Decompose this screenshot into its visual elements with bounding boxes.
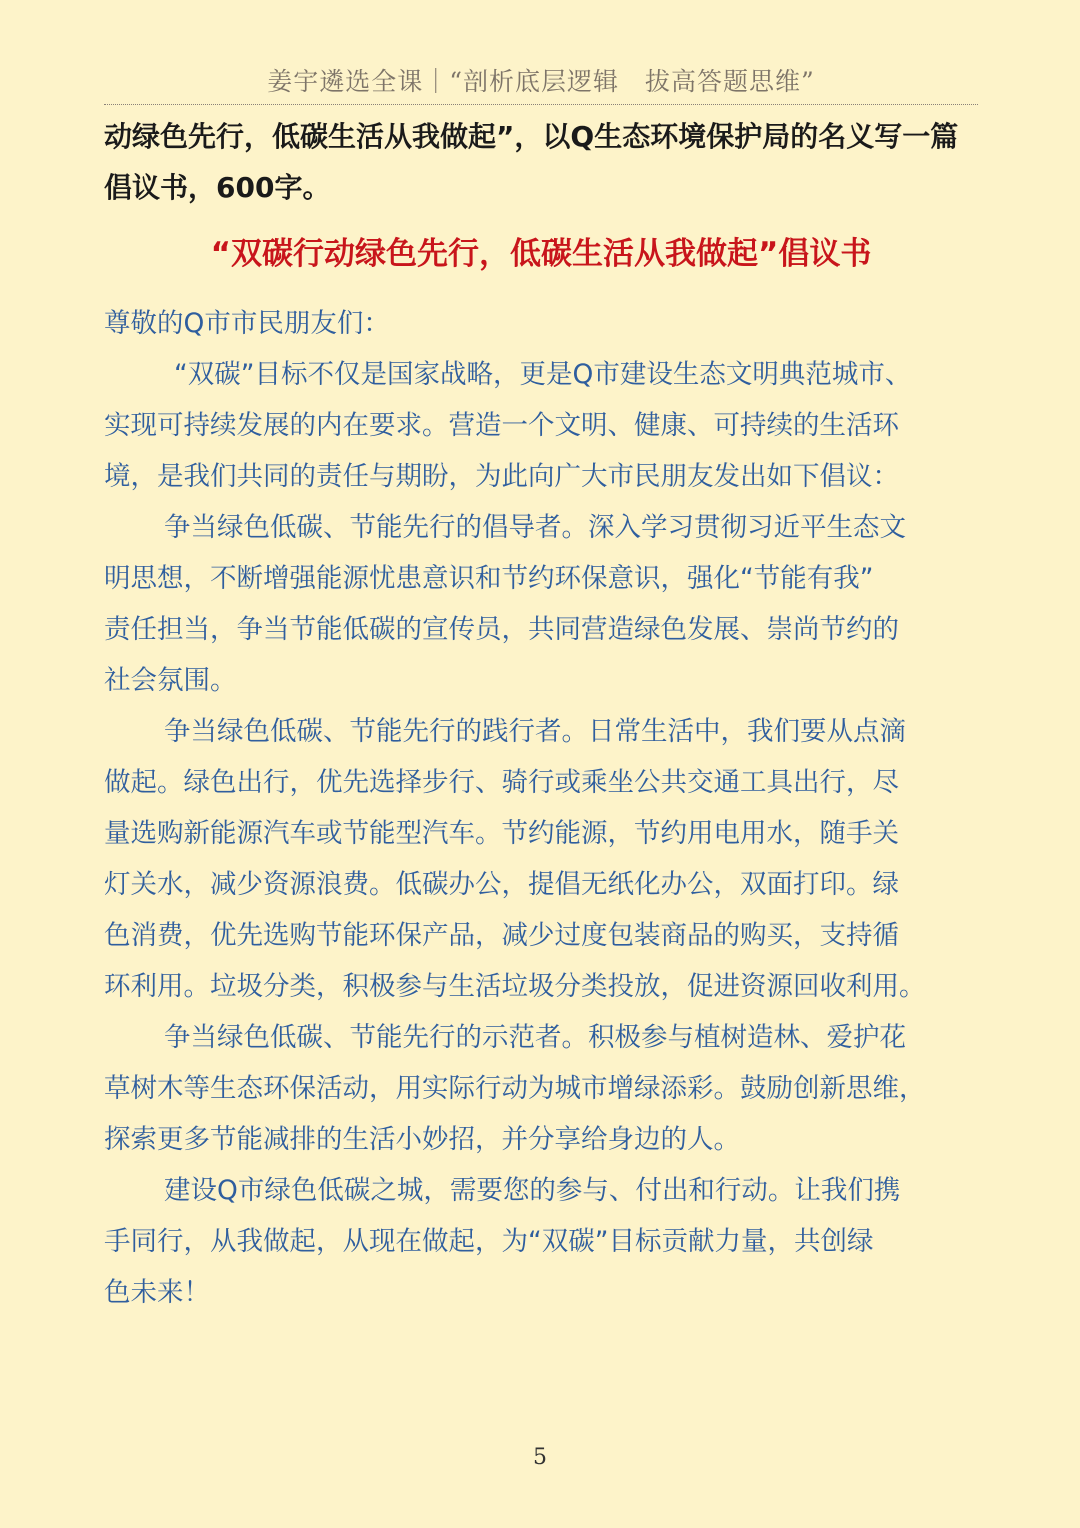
paragraph-line: 争当绿色低碳、节能先行的示范者。积极参与植树造林、爱护花 xyxy=(164,1022,906,1053)
paragraph-line: 环利用。垃圾分类，积极参与生活垃圾分类投放，促进资源回收利用。 xyxy=(104,971,926,1002)
paragraph-line: 色消费，优先选购节能环保产品，减少过度包装商品的购买，支持循 xyxy=(104,920,899,951)
paragraph-line: 争当绿色低碳、节能先行的倡导者。深入学习贯彻习近平生态文 xyxy=(164,512,906,543)
paragraph-line: 做起。绿色出行，优先选择步行、骑行或乘坐公共交通工具出行，尽 xyxy=(104,767,899,798)
paragraph-line: 手同行，从我做起，从现在做起，为“双碳”目标贡献力量，共创绿 xyxy=(104,1226,874,1257)
page-number: 5 xyxy=(533,1445,547,1470)
header-divider xyxy=(104,104,978,105)
paragraph-line: 草树木等生态环保活动，用实际行动为城市增绿添彩。鼓励创新思维， xyxy=(104,1073,926,1104)
paragraph-line: 建设Q市绿色低碳之城，需要您的参与、付出和行动。让我们携 xyxy=(164,1175,901,1206)
paragraph-line: 争当绿色低碳、节能先行的践行者。日常生活中，我们要从点滴 xyxy=(164,716,906,747)
paragraph-line: 色未来！ xyxy=(104,1277,210,1308)
paragraph-line: 量选购新能源汽车或节能型汽车。节约能源，节约用电用水，随手关 xyxy=(104,818,899,849)
page-header: 姜宇遴选全课｜“剖析底层逻辑 拔高答题思维” xyxy=(267,67,815,96)
paragraph-line: 灯关水，减少资源浪费。低碳办公，提倡无纸化办公，双面打印。绿 xyxy=(104,869,899,900)
question-line: 动绿色先行，低碳生活从我做起”，以Q生态环境保护局的名义写一篇 xyxy=(104,120,959,153)
paragraph-line: 社会氛围。 xyxy=(104,665,237,696)
paragraph-line: 境，是我们共同的责任与期盼，为此向广大市民朋友发出如下倡议： xyxy=(104,461,899,492)
paragraph-line: 探索更多节能减排的生活小妙招，并分享给身边的人。 xyxy=(104,1124,740,1155)
document-body xyxy=(104,298,984,1318)
paragraph-line: 责任担当，争当节能低碳的宣传员，共同营造绿色发展、崇尚节约的 xyxy=(104,614,899,645)
document-title: “双碳行动绿色先行，低碳生活从我做起”倡议书 xyxy=(210,236,872,272)
salutation: 尊敬的Q市市民朋友们： xyxy=(104,308,390,339)
question-text xyxy=(104,111,984,213)
question-line: 倡议书，600字。 xyxy=(104,171,331,204)
paragraph-line: 实现可持续发展的内在要求。营造一个文明、健康、可持续的生活环 xyxy=(104,410,899,441)
paragraph-line: “双碳”目标不仅是国家战略，更是Q市建设生态文明典范城市、 xyxy=(174,359,912,390)
paragraph-line: 明思想，不断增强能源忧患意识和节约环保意识，强化“节能有我” xyxy=(104,563,874,594)
